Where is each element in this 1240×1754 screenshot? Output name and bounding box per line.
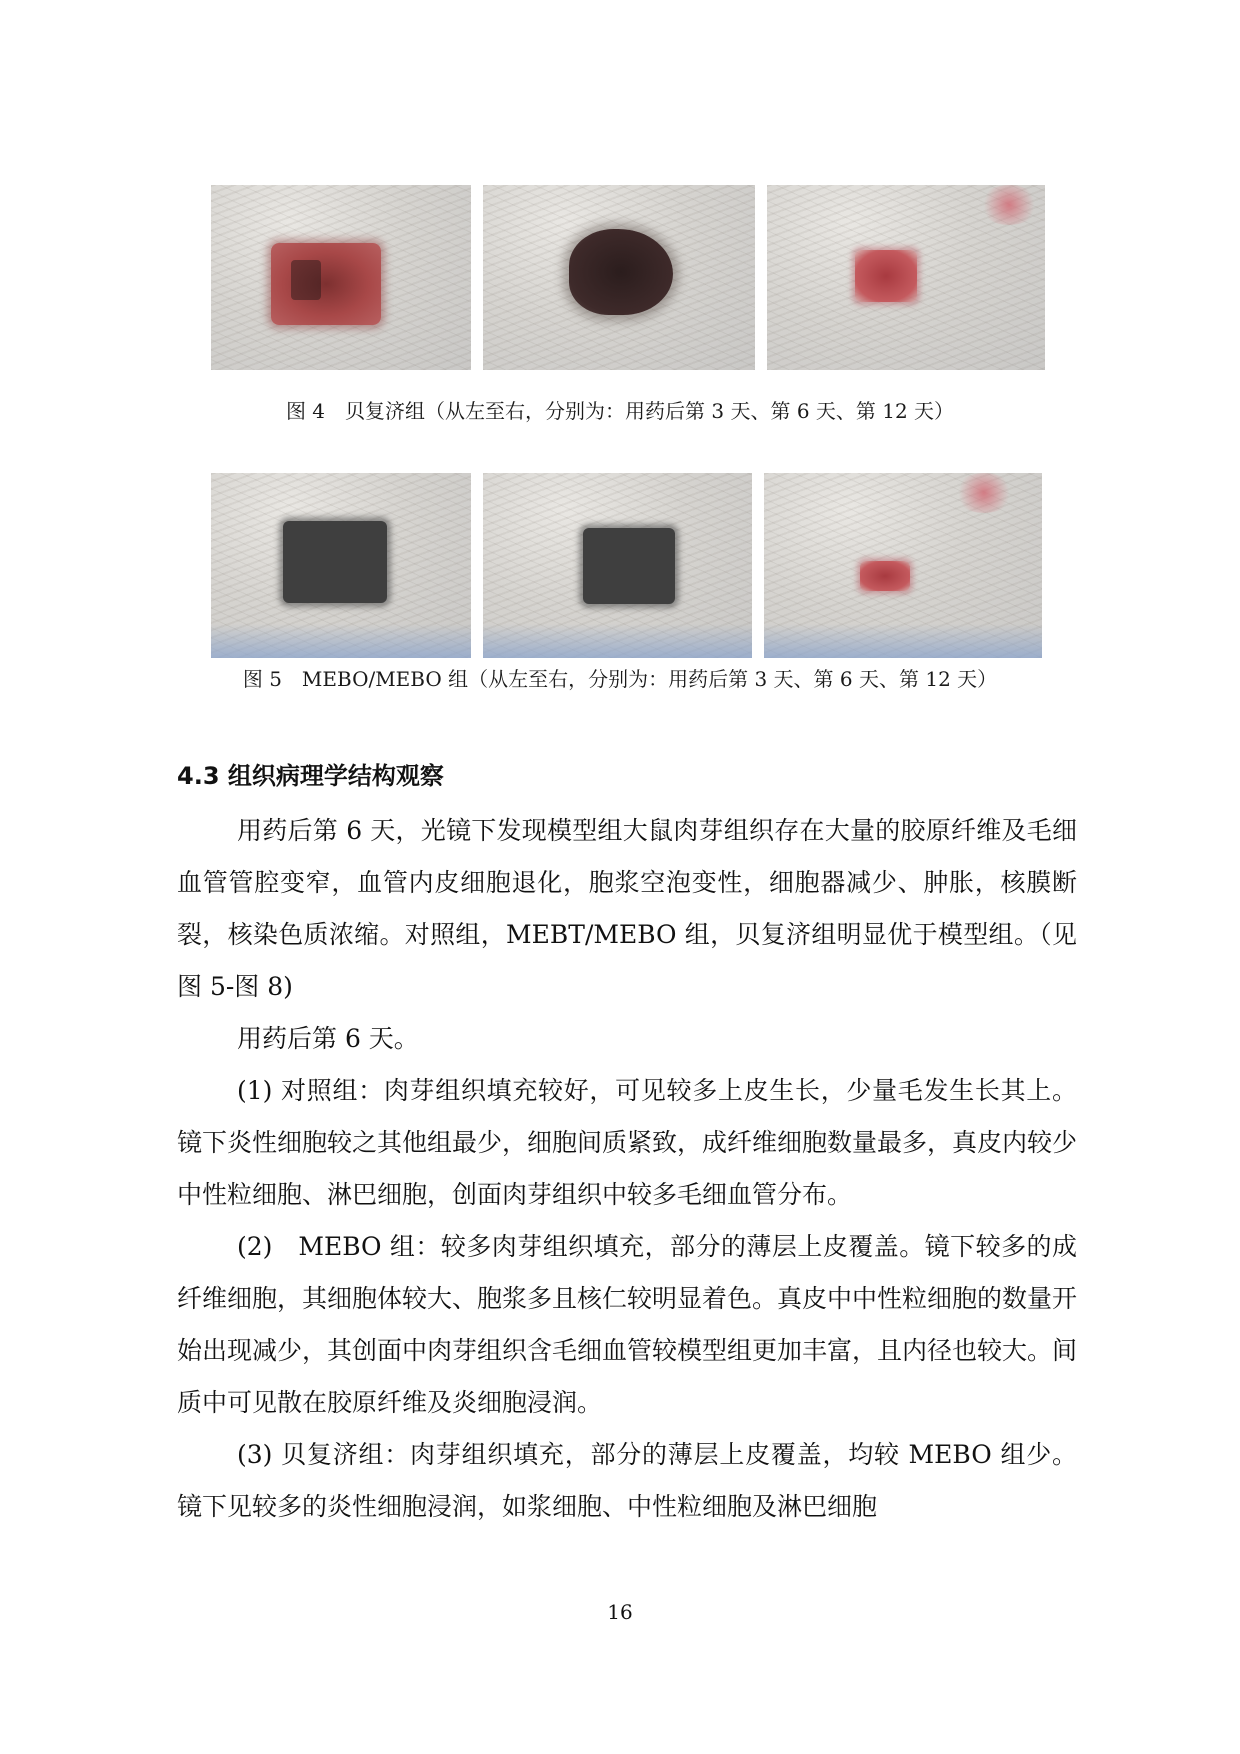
page-number: 16 [607,1600,633,1624]
paragraph: 用药后第 6 天，光镜下发现模型组大鼠肉芽组织存在大量的胶原纤维及毛细血管管腔变窄，血管内皮细胞退化，胞浆空泡变性，细胞器减少、肿胀，核膜断裂，核染色质浓缩。对照组，MEBT/MEBO 组，贝复济组明显优于模型组。（见图 5-图 8) [177,816,1077,1001]
figure-5-caption: 图 5 MEBO/MEBO 组（从左至右，分别为：用药后第 3 天、第 6 天、第 12 天） [242,667,998,691]
figure-4-photo-day3 [211,185,471,370]
figure-5-photos [0,473,1240,658]
figure-4-photos [0,185,1240,370]
paragraph: (1) 对照组：肉芽组织填充较好，可见较多上皮生长，少量毛发生长其上。镜下炎性细胞较之其他组最少，细胞间质紧致，成纤维细胞数量最多，真皮内较少中性粒细胞、淋巴细胞，创面肉芽组织中较多毛细血管分布。 [177,1076,1078,1209]
figure-5-photo-day6 [483,473,752,658]
figure-4-photo-day12 [767,185,1045,370]
figure-4-photo-day6 [483,185,755,370]
figure-4-caption: 图 4 贝复济组（从左至右，分别为：用药后第 3 天、第 6 天、第 12 天） [285,399,955,423]
paragraph: 用药后第 6 天。 [237,1024,419,1053]
section-heading: 4.3 组织病理学结构观察 [177,762,444,790]
figure-5-photo-day3 [211,473,471,658]
paragraph: (3) 贝复济组：肉芽组织填充，部分的薄层上皮覆盖，均较 MEBO 组少。镜下见较多的炎性细胞浸润，如浆细胞、中性粒细胞及淋巴细胞 [177,1440,1077,1521]
paragraph: (2) MEBO 组：较多肉芽组织填充，部分的薄层上皮覆盖。镜下较多的成纤维细胞，其细胞体较大、胞浆多且核仁较明显着色。真皮中中性粒细胞的数量开始出现减少，其创面中肉芽组织含毛细血管较模型组更加丰富，且内径也较大。间质中可见散在胶原纤维及炎细胞浸润。 [177,1232,1078,1417]
section-body [177,805,1077,1533]
figure-5-photo-day12 [764,473,1042,658]
